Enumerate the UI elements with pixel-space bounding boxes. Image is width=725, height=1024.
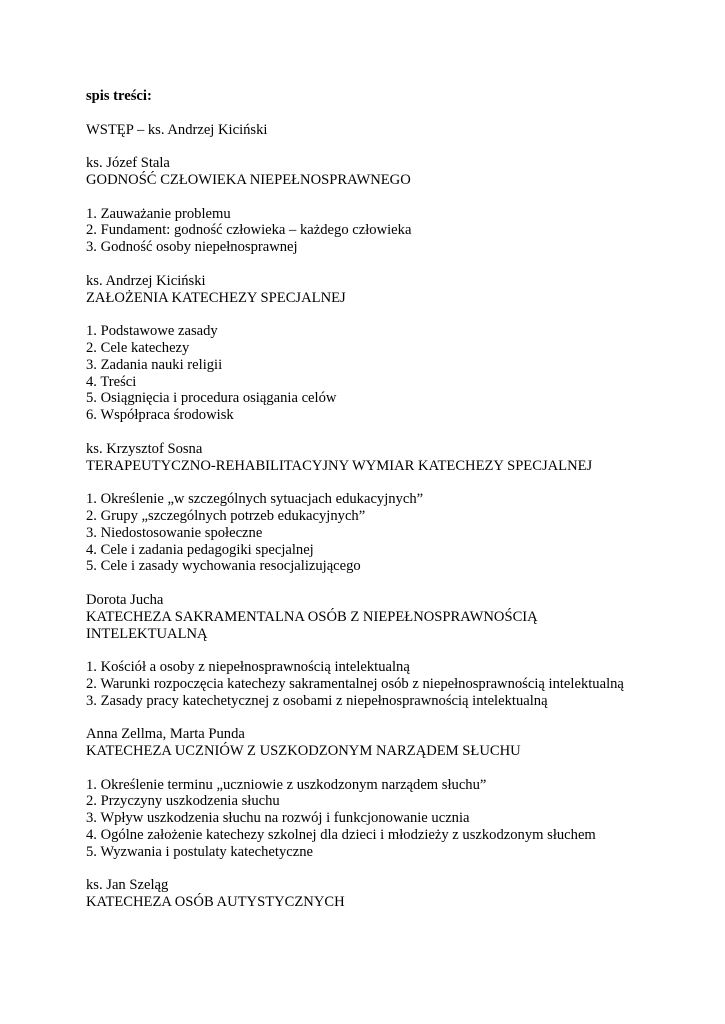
spacer	[86, 709, 686, 726]
spacer	[86, 105, 686, 122]
section-item: 1. Określenie terminu „uczniowie z uszkodzonym narządem słuchu”	[86, 776, 487, 793]
section-author: ks. Krzysztof Sosna	[86, 440, 203, 457]
section-item: 2. Cele katechezy	[86, 339, 190, 356]
section-item: 5. Osiągnięcia i procedura osiągania celów	[86, 390, 337, 407]
section-item: 1. Kościół a osoby z niepełnosprawnością intelektualną	[86, 659, 410, 676]
toc-section	[86, 155, 686, 256]
section-heading: GODNOŚĆ CZŁOWIEKA NIEPEŁNOSPRAWNEGO	[86, 171, 411, 188]
section-heading: TERAPEUTYCZNO-REHABILITACYJNY WYMIAR KATECHEZY SPECJALNEJ	[86, 457, 593, 474]
section-item: 6. Współpraca środowisk	[86, 407, 234, 424]
spacer	[86, 256, 686, 273]
section-heading: ZAŁOŻENIA KATECHEZY SPECJALNEJ	[86, 289, 346, 306]
spacer	[86, 861, 686, 878]
section-item: 2. Grupy „szczególnych potrzeb edukacyjnych”	[86, 507, 366, 524]
spacer	[86, 306, 686, 323]
section-item: 2. Warunki rozpoczęcia katechezy sakramentalnej osób z niepełnosprawnością intelektualną	[86, 675, 624, 692]
section-item: 2. Przyczyny uszkodzenia słuchu	[86, 793, 280, 810]
section-item: 3. Wpływ uszkodzenia słuchu na rozwój i funkcjonowanie ucznia	[86, 810, 470, 827]
section-heading: KATECHEZA SAKRAMENTALNA OSÓB Z NIEPEŁNOSPRAWNOŚCIĄ INTELEKTUALNĄ	[86, 608, 538, 642]
section-item: 2. Fundament: godność człowieka – każdego człowieka	[86, 222, 412, 239]
toc-section	[86, 726, 686, 860]
toc-title: spis treści:	[86, 88, 152, 104]
section-item: 5. Cele i zasady wychowania resocjalizującego	[86, 558, 361, 575]
section-item: 4. Treści	[86, 373, 137, 390]
toc-section	[86, 877, 686, 911]
section-item: 1. Zauważanie problemu	[86, 205, 231, 222]
section-author: ks. Józef Stala	[86, 155, 170, 172]
toc-section	[86, 441, 686, 575]
section-heading: KATECHEZA OSÓB AUTYSTYCZNYCH	[86, 894, 345, 911]
toc-intro: WSTĘP – ks. Andrzej Kiciński	[86, 121, 268, 138]
section-item: 5. Wyzwania i postulaty katechetyczne	[86, 843, 313, 860]
section-heading: KATECHEZA UCZNIÓW Z USZKODZONYM NARZĄDEM SŁUCHU	[86, 743, 521, 760]
section-author: Anna Zellma, Marta Punda	[86, 726, 245, 743]
section-author: ks. Jan Szeląg	[86, 877, 169, 894]
section-item: 3. Zadania nauki religii	[86, 356, 223, 373]
spacer	[86, 424, 686, 441]
section-item: 4. Ogólne założenie katechezy szkolnej dla dzieci i młodzieży z uszkodzonym słuchem	[86, 827, 596, 844]
section-item: 3. Zasady pracy katechetycznej z osobami z niepełnosprawnością intelektualną	[86, 692, 548, 709]
section-author: ks. Andrzej Kiciński	[86, 272, 206, 289]
spacer	[86, 138, 686, 155]
section-author: Dorota Jucha	[86, 591, 164, 608]
section-item: 1. Określenie „w szczególnych sytuacjach edukacyjnych”	[86, 491, 424, 508]
toc-section	[86, 273, 686, 424]
section-item: 1. Podstawowe zasady	[86, 323, 218, 340]
spacer	[86, 760, 686, 777]
section-item: 4. Cele i zadania pedagogiki specjalnej	[86, 541, 314, 558]
spacer	[86, 575, 686, 592]
section-item: 3. Niedostosowanie społeczne	[86, 524, 263, 541]
toc-section	[86, 592, 686, 710]
document-page	[86, 88, 686, 911]
spacer	[86, 189, 686, 206]
spacer	[86, 474, 686, 491]
spacer	[86, 642, 686, 659]
section-item: 3. Godność osoby niepełnosprawnej	[86, 239, 298, 256]
